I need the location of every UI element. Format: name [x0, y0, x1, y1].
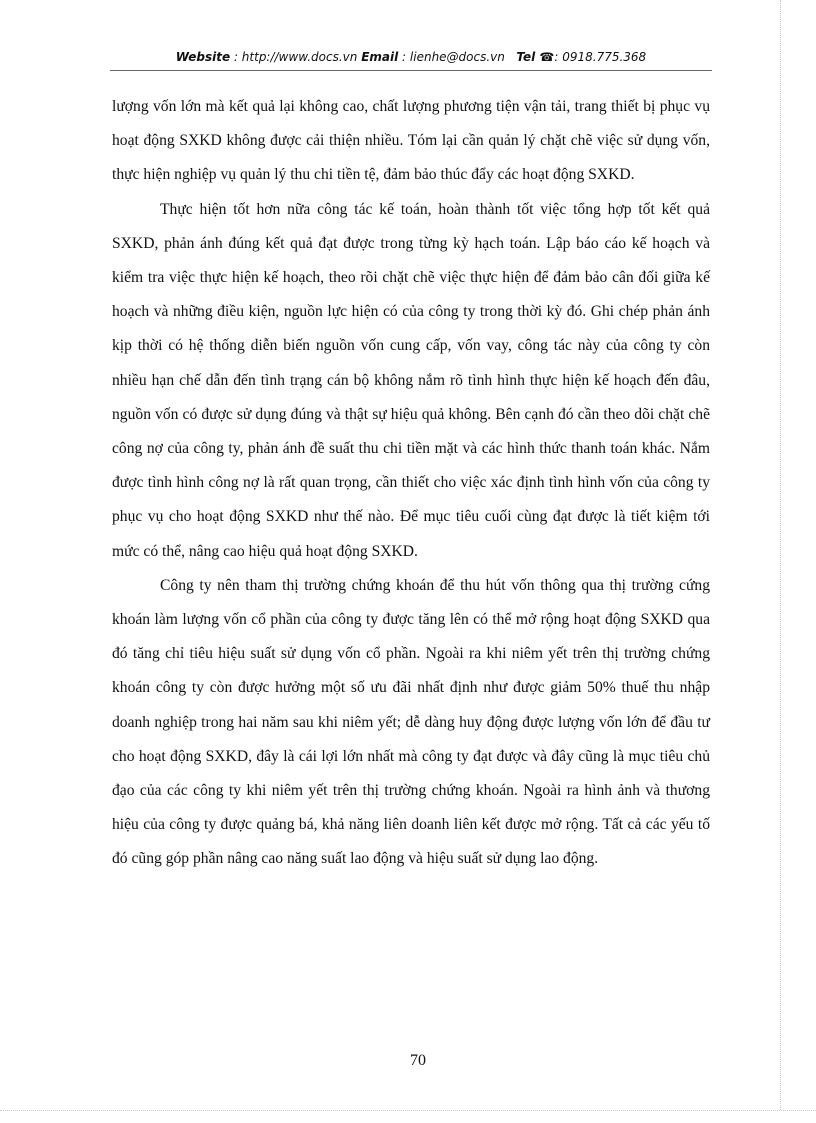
paragraph-3: Công ty nên tham thị trường chứng khoán để thu hút vốn thông qua thị trường cứng khoán làm lượng vốn cổ phần của công ty được tăng lên có thể mở rộng hoạt động SXKD qua đó tăng chỉ tiêu hiệu suất sử dụng vốn cổ phần. Ngoài ra khi niêm yết trên thị trường chứng khoán công ty còn được hưởng một số ưu đãi nhất định như được giảm 50% thuế thu nhập doanh nghiệp trong hai năm sau khi niêm yết; dễ dàng huy động được lượng vốn lớn để đầu tư cho hoạt động SXKD, đây là cái lợi lớn nhất mà công ty đạt được và đây cũng là mục tiêu chủ đạo của các công ty khi niêm yết trên thị trường chứng khoán. Ngoài ra hình ảnh và thương hiệu của công ty được quảng bá, khả năng liên doanh liên kết được mở rộng. Tất cả các yếu tố đó cũng góp phần nâng cao năng suất lao động và hiệu suất sử dụng lao động.: [112, 576, 710, 868]
margin-guide-right: [780, 0, 781, 1110]
paragraph-2: Thực hiện tốt hơn nữa công tác kế toán, hoàn thành tốt việc tổng hợp tốt kết quả SXKD, phản ánh đúng kết quả đạt được trong từng kỳ hạch toán. Lập báo cáo kế hoạch và kiểm tra việc thực hiện kế hoạch, theo rõi chặt chẽ việc thực hiện để đảm bảo cân đối giữa kế hoạch và những điều kiện, nguồn lực hiện có của công ty trong thời kỳ đó. Ghi chép phản ánh kịp thời có hệ thống diễn biến nguồn vốn cung cấp, vốn vay, công tác này của công ty còn nhiều hạn chế dẫn đến tình trạng cán bộ không nắm rõ tình hình thực hiện kế hoạch đến đâu, nguồn vốn có được sử dụng đúng và thật sự hiệu quả không. Bên cạnh đó cần theo dõi chặt chẽ công nợ của công ty, phản ánh đề suất thu chi tiền mặt và các hình thức thanh toán khác. Nắm được tình hình công nợ là rất quan trọng, cần thiết cho việc xác định tình hình vốn của công ty phục vụ cho hoạt động SXKD như thế nào. Để mục tiêu cuối cùng đạt được là tiết kiệm tới mức có thể, nâng cao hiệu quả hoạt động SXKD.: [112, 200, 710, 560]
header-website-label: Website: [175, 50, 231, 64]
header-divider: [110, 70, 712, 71]
page-header: [110, 50, 712, 64]
paragraph-1: lượng vốn lớn mà kết quả lại không cao, chất lượng phương tiện vận tải, trang thiết bị phục vụ hoạt động SXKD không được cải thiện nhiều. Tóm lại cần quản lý chặt chẽ việc sử dụng vốn, thực hiện nghiệp vụ quản lý thu chi tiền tệ, đảm bảo thúc đẩy các hoạt động SXKD.: [112, 98, 710, 184]
page-number: 70: [410, 1052, 426, 1069]
margin-guide-bottom: [0, 1110, 816, 1111]
header-email-value: : lienhe@docs.vn: [398, 50, 509, 64]
header-tel-value: : 0918.775.368: [554, 50, 647, 64]
header-tel-label: Tel ☎: [516, 50, 555, 64]
header-email-label: Email: [361, 50, 399, 64]
header-website-value: : http://www.docs.vn: [230, 50, 362, 64]
body-text: [112, 90, 710, 877]
